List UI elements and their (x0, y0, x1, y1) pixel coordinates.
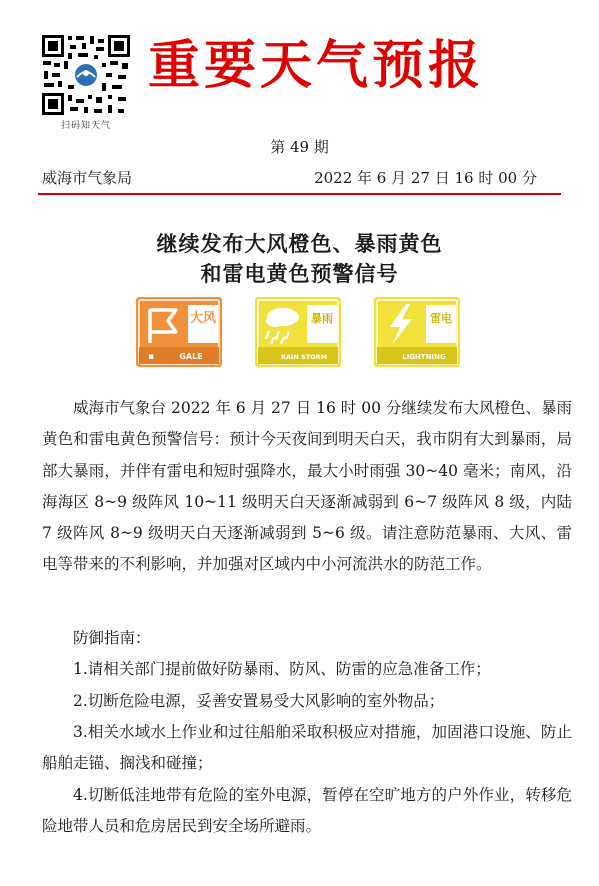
guide-item: 4.切断低洼地带有危险的室外电源，暂停在空旷地方的户外作业，转移危险地带人员和危房居民到安全场所避雨。 (42, 786, 572, 836)
defense-guide-title: 防御指南： (73, 629, 151, 647)
rainstorm-name: 暴雨 (311, 312, 333, 325)
lightning-label: LIGHTNING (402, 353, 446, 361)
guide-item: 2.切断危险电源，妥善安置易受大风影响的室外物品； (73, 692, 445, 710)
issue-datetime: 2022 年 6 月 27 日 16 时 00 分 (314, 169, 537, 187)
gale-name: 大风 (189, 311, 217, 326)
warning-signals (0, 297, 599, 367)
lightning-yellow-signal (374, 297, 460, 367)
page-title: 重要天气预报 (148, 35, 485, 96)
lightning-name: 雷电 (430, 312, 452, 325)
rainstorm-label: RAIN STORM (280, 353, 328, 361)
rainstorm-yellow-signal (255, 297, 341, 367)
gale-orange-signal (136, 297, 222, 367)
lightning-warning-icon (374, 297, 460, 367)
header-divider (38, 193, 561, 195)
guide-item: 3.相关水域水上作业和过往船舶采取积极应对措施，加固港口设施、防止船舶走锚、搁浅和碰撞； (42, 723, 572, 773)
qr-code-icon (40, 33, 132, 117)
svg-text:▪: ▪ (148, 352, 155, 362)
headline-line-2: 和雷电黄色预警信号 (200, 261, 399, 286)
rainstorm-warning-icon (255, 297, 341, 367)
gale-label: GALE (179, 352, 203, 361)
headline-line-1: 继续发布大风橙色、暴雨黄色 (156, 231, 443, 256)
qr-caption: 扫码知天气 (60, 121, 111, 131)
qr-code[interactable] (40, 33, 132, 117)
issue-number: 第 49 期 (270, 138, 329, 156)
issuer: 威海市气象局 (42, 169, 133, 187)
guide-item: 1.请相关部门提前做好防暴雨、防风、防雷的应急准备工作； (73, 660, 491, 678)
forecast-body: 威海市气象台 2022 年 6 月 27 日 16 时 00 分继续发布大风橙色、暴雨黄色和雷电黄色预警信号：预计今天夜间到明天白天，我市阴有大到暴雨，局部大暴雨，并伴有雷电和短时强降水，最大小时雨强 30~40 毫米；南风，沿海海区 8~9 级阵风 10~11 级明天白天逐渐减弱到 6~7 级阵风 8 级，内陆 7 级阵风 8~9 级明天白天逐渐减弱到 5~6 级。请注意防范暴雨、大风、雷电等带来的不利影响，并加强对区域内中小河流洪水的防范工作。 (42, 399, 572, 574)
gale-warning-icon (136, 297, 222, 367)
